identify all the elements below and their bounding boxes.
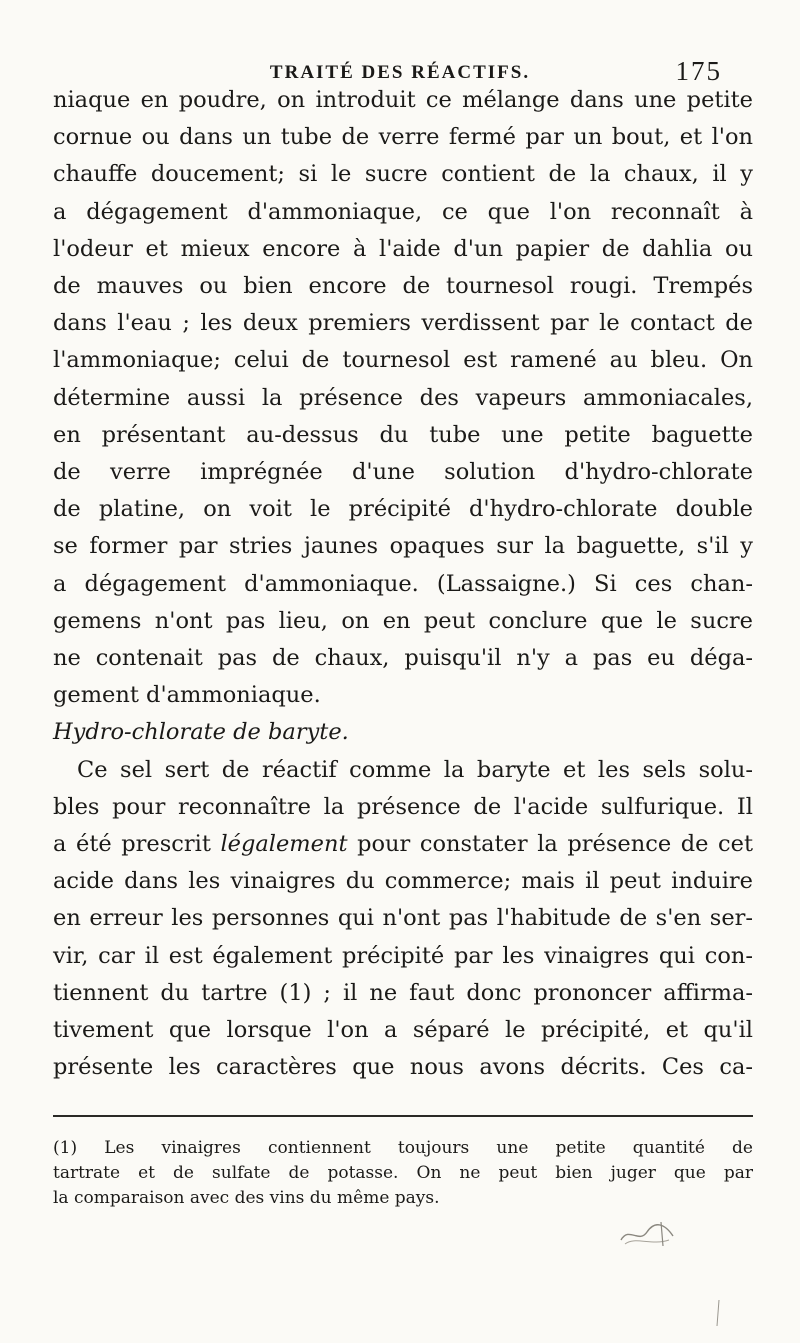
text-line: l'odeur et mieux encore à l'aide d'un papier de dahlia ou <box>53 235 753 262</box>
text-line: de platine, on voit le précipité d'hydro-chlorate double <box>53 496 753 523</box>
text-line: Ce sel sert de réactif comme la baryte et les sels solu- <box>77 756 753 783</box>
text-line: de verre imprégnée d'une solution d'hydro-chlorate <box>53 459 753 486</box>
text-line: en erreur les personnes qui n'ont pas l'habitude de s'en ser- <box>53 905 753 932</box>
text-line: tiennent du tartre (1) ; il ne faut donc prononcer affirma- <box>53 979 753 1006</box>
footnote <box>53 1136 753 1211</box>
text-line: vir, car il est également précipité par les vinaigres qui con- <box>53 942 753 969</box>
text-line: niaque en poudre, on introduit ce mélange dans une petite <box>53 87 753 113</box>
text-line: se former par stries jaunes opaques sur la baguette, s'il y <box>53 533 753 560</box>
text-line: présente les caractères que nous avons décrits. Ces ca- <box>53 1054 753 1081</box>
body-text <box>53 82 753 1086</box>
emphasized-word: légalement <box>220 831 348 858</box>
running-title: TRAITÉ DES RÉACTIFS. <box>269 62 531 83</box>
section-subheading: Hydro-chlorate de baryte. <box>53 719 349 746</box>
footnote-rule <box>53 1115 753 1117</box>
text-line: tivement que lorsque l'on a séparé le précipité, et qu'il <box>53 1017 753 1044</box>
footnote-line: la comparaison avec des vins du même pays. <box>53 1188 440 1208</box>
footnote-line: (1) Les vinaigres contiennent toujours une petite quantité de <box>53 1138 753 1158</box>
text-line: a dégagement d'ammoniaque, ce que l'on reconnaît à <box>53 198 753 225</box>
text-line: détermine aussi la présence des vapeurs ammoniacales, <box>53 384 753 411</box>
text-line: chauffe doucement; si le sucre contient de la chaux, il y <box>53 161 753 188</box>
text-line: l'ammoniaque; celui de tournesol est ramené au bleu. On <box>53 347 753 374</box>
text-line: en présentant au-dessus du tube une petite baguette <box>53 421 753 448</box>
text-line: bles pour reconnaître la présence de l'acide sulfurique. Il <box>53 793 753 820</box>
text-run: pour constater la présence de cet <box>347 831 753 858</box>
text-line: ne contenait pas de chaux, puisqu'il n'y a pas eu déga- <box>53 645 753 672</box>
text-line: dans l'eau ; les deux premiers verdissent par le contact de <box>53 310 753 337</box>
page-number: 175 <box>675 56 722 86</box>
text-line: a dégagement d'ammoniaque. (Lassaigne.) Si ces chan- <box>53 570 753 597</box>
text-line: gemens n'ont pas lieu, on en peut conclure que le sucre <box>53 607 753 634</box>
text-line: de mauves ou bien encore de tournesol rougi. Trempés <box>53 273 753 300</box>
library-stamp-mark <box>617 1218 677 1248</box>
footnote-line: tartrate et de sulfate de potasse. On ne peut bien juger que par <box>53 1163 753 1183</box>
text-line-with-emphasis <box>53 826 753 863</box>
text-line: acide dans les vinaigres du commerce; mais il peut induire <box>53 868 753 895</box>
text-line: gement d'ammoniaque. <box>53 682 321 709</box>
text-line: cornue ou dans un tube de verre fermé par un bout, et l'on <box>53 124 753 151</box>
pencil-mark <box>716 1300 720 1326</box>
text-run: a été prescrit <box>53 831 221 858</box>
